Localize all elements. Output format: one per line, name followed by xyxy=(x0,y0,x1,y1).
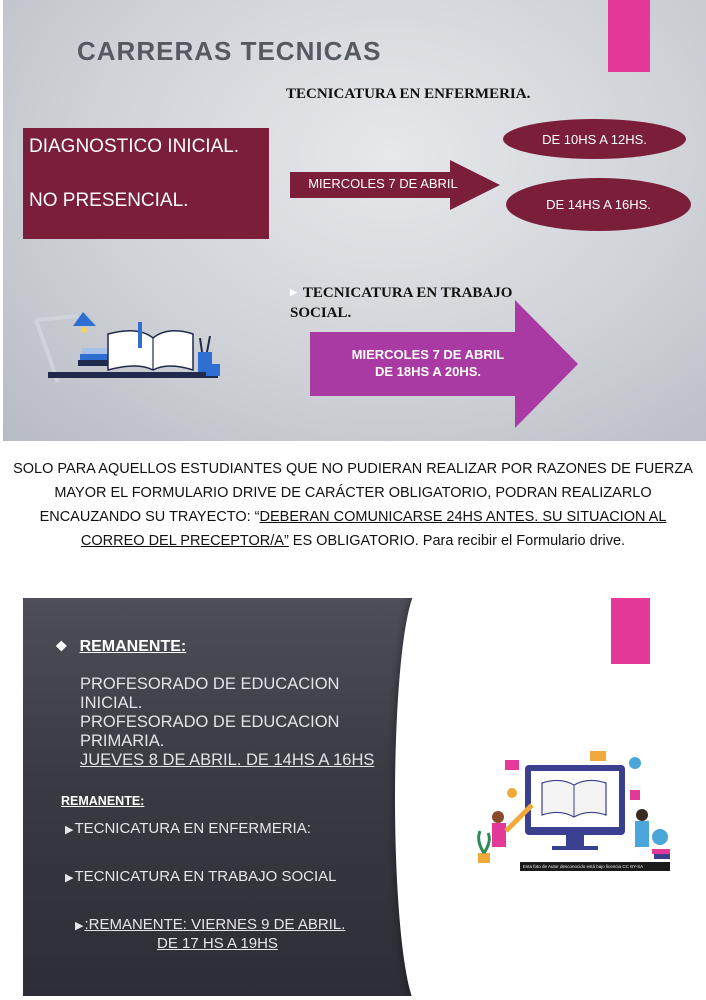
triangle-bullet-icon: ▶ xyxy=(290,287,297,297)
list-line: PROFESORADO DE EDUCACION xyxy=(80,713,340,731)
diamond-bullet-icon: ❖ xyxy=(55,638,68,654)
arrow-trabajo-line2: DE 18HS A 20HS. xyxy=(375,364,481,379)
subtitle-trabajo-line2: SOCIAL. xyxy=(290,305,352,321)
image-license-caption: Esta foto de Autor desconocido está bajo licencia CC BY-SA xyxy=(520,862,670,871)
notice-underlined: DEBERAN COMUNICARSE 24HS ANTES. SU SITUACION AL CORREO DEL PRECEPTOR/A” xyxy=(80,509,667,549)
triangle-bullet-icon: ▶ xyxy=(65,824,74,836)
list-item-trabajo-social xyxy=(65,868,336,885)
schedule-oval-1: DE 10HS A 12HS. xyxy=(503,119,686,159)
decorative-magenta-bar xyxy=(608,0,650,72)
list-item-viernes xyxy=(75,916,345,953)
remanente-subheading: REMANENTE: xyxy=(61,794,145,808)
list-item-enfermeria xyxy=(65,820,311,837)
slide-carreras-tecnicas xyxy=(3,0,706,441)
remanente-heading-text: REMANENTE: xyxy=(79,638,187,655)
subtitle-trabajo-line1: TECNICATURA EN TRABAJO xyxy=(302,285,513,301)
diagnostico-line1: DIAGNOSTICO INICIAL. xyxy=(29,136,240,157)
item-text: :REMANENTE: VIERNES 9 DE ABRIL. xyxy=(84,916,346,933)
profesorado-list xyxy=(80,675,380,770)
triangle-bullet-icon: ▶ xyxy=(75,920,84,932)
notice-part1: SOLO PARA AQUELLOS ESTUDIANTES QUE NO PUDIERAN REALIZAR POR RAZONES DE FUERZA MAYOR EL FORMULARIO DRIVE DE CARÁCTER OBLIGATORIO, PODRAN REALIZARLO ENCAUZANDO SU TRAYECTO: “ xyxy=(13,461,693,525)
slide-title: CARRERAS TECNICAS xyxy=(77,36,382,66)
list-line: PROFESORADO DE EDUCACION xyxy=(80,675,340,693)
subtitle-enfermeria: TECNICATURA EN ENFERMERIA. xyxy=(286,86,531,102)
item-text: TECNICATURA EN TRABAJO SOCIAL xyxy=(74,868,337,885)
arrow-enfermeria-label: MIERCOLES 7 DE ABRIL xyxy=(308,176,458,191)
online-learning-illustration xyxy=(470,745,675,875)
notice-part2: ES OBLIGATORIO. Para recibir el Formulario drive. xyxy=(288,533,626,549)
diagnostico-box xyxy=(23,128,269,239)
item-text: TECNICATURA EN ENFERMERIA: xyxy=(74,820,311,837)
arrow-trabajo-line1: MIERCOLES 7 DE ABRIL xyxy=(351,347,505,362)
list-line: PRIMARIA. xyxy=(80,732,165,750)
schedule-oval-2: DE 14HS A 16HS. xyxy=(506,178,691,231)
notice-paragraph xyxy=(10,457,696,553)
list-date-line: JUEVES 8 DE ABRIL. DE 14HS A 16HS xyxy=(80,751,375,769)
triangle-bullet-icon: ▶ xyxy=(65,872,74,884)
slide-remanente xyxy=(23,598,415,996)
arrow-trabajo-label xyxy=(323,346,533,380)
item-text-line2: DE 17 HS A 19HS xyxy=(157,935,278,952)
list-line: INICIAL. xyxy=(80,694,143,712)
desk-lamp-book-icon xyxy=(28,312,228,392)
diagnostico-line2: NO PRESENCIAL. xyxy=(29,190,189,211)
remanente-heading xyxy=(55,638,186,656)
decorative-magenta-bar-2 xyxy=(611,598,650,664)
